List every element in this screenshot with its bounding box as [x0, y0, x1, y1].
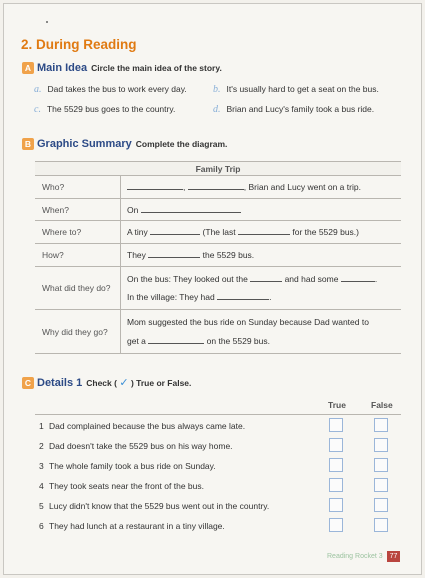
true-checkbox-6[interactable] [329, 518, 343, 532]
true-checkbox-4[interactable] [329, 478, 343, 492]
row-who: Who? , , Brian and Lucy went on a trip. [35, 176, 401, 199]
speck [46, 21, 48, 23]
blank-who-1[interactable] [127, 182, 183, 190]
statement-5: 5 Lucy didn't know that the 5529 bus went out in the country. [39, 501, 270, 511]
statement-6: 6 They had lunch at a restaurant in a tiny village. [39, 521, 225, 531]
details-header [22, 376, 191, 389]
false-checkbox-3[interactable] [374, 458, 388, 472]
option-a[interactable]: a. Dad takes the bus to work every day. [34, 84, 187, 95]
workbook-page [3, 3, 422, 575]
main-idea-header [22, 62, 222, 74]
false-checkbox-6[interactable] [374, 518, 388, 532]
book-title: Reading Rocket 3 [327, 553, 383, 560]
true-checkbox-3[interactable] [329, 458, 343, 472]
graphic-summary-instruction: Complete the diagram. [135, 139, 228, 149]
row-label: What did they do? [35, 267, 121, 309]
row-when: When? On [35, 199, 401, 221]
true-column-header: True [328, 400, 346, 410]
blank-how[interactable] [148, 250, 200, 258]
blank-what-3[interactable] [217, 292, 269, 300]
header-divider [35, 414, 401, 415]
blank-what-1[interactable] [250, 274, 282, 282]
row-label: Who? [35, 176, 121, 198]
blank-who-2[interactable] [188, 182, 244, 190]
graphic-summary-heading: Graphic Summary [37, 138, 132, 150]
page-number: 77 [387, 551, 401, 562]
row-label: How? [35, 244, 121, 266]
blank-why[interactable] [148, 336, 204, 344]
main-idea-heading: Main Idea [37, 62, 88, 74]
graphic-summary-header [22, 138, 227, 150]
main-idea-instruction: Circle the main idea of the story. [91, 63, 222, 73]
details-badge: C [22, 377, 34, 389]
statement-1: 1 Dad complained because the bus always came late. [39, 421, 246, 431]
statement-2: 2 Dad doesn't take the 5529 bus on his way home. [39, 441, 233, 451]
check-mark-icon: ✓ [119, 377, 129, 389]
false-checkbox-5[interactable] [374, 498, 388, 512]
false-checkbox-4[interactable] [374, 478, 388, 492]
true-checkbox-1[interactable] [329, 418, 343, 432]
option-d[interactable]: d. Brian and Lucy's family took a bus ride. [213, 104, 375, 115]
statement-4: 4 They took seats near the front of the bus. [39, 481, 204, 491]
main-idea-badge: A [22, 62, 34, 74]
page-footer [327, 551, 400, 562]
family-trip-table [35, 161, 401, 354]
row-label: Why did they go? [35, 310, 121, 353]
details-heading: Details 1 [37, 377, 83, 389]
section-title: 2. During Reading [21, 37, 137, 52]
blank-where-1[interactable] [150, 227, 200, 235]
row-where: Where to? A tiny (The last for the 5529 bus.) [35, 221, 401, 244]
blank-what-2[interactable] [341, 274, 375, 282]
row-how: How? They the 5529 bus. [35, 244, 401, 267]
statement-3: 3 The whole family took a bus ride on Sunday. [39, 461, 216, 471]
false-checkbox-2[interactable] [374, 438, 388, 452]
false-column-header: False [371, 400, 393, 410]
blank-when[interactable] [141, 205, 241, 213]
true-checkbox-5[interactable] [329, 498, 343, 512]
row-label: When? [35, 199, 121, 220]
graphic-summary-badge: B [22, 138, 34, 150]
option-c[interactable]: c. The 5529 bus goes to the country. [34, 104, 176, 115]
blank-where-2[interactable] [238, 227, 290, 235]
table-title: Family Trip [35, 162, 401, 176]
true-checkbox-2[interactable] [329, 438, 343, 452]
false-checkbox-1[interactable] [374, 418, 388, 432]
option-b[interactable]: b. It's usually hard to get a seat on the bus. [213, 84, 379, 95]
row-label: Where to? [35, 221, 121, 243]
row-why: Why did they go? Mom suggested the bus ride on Sunday because Dad wanted to get a on the 5529 bus. [35, 310, 401, 354]
details-instruction: Check ( ✓ ) True or False. [86, 377, 192, 389]
row-what: What did they do? On the bus: They looked out the and had some . In the village: They had . [35, 267, 401, 310]
